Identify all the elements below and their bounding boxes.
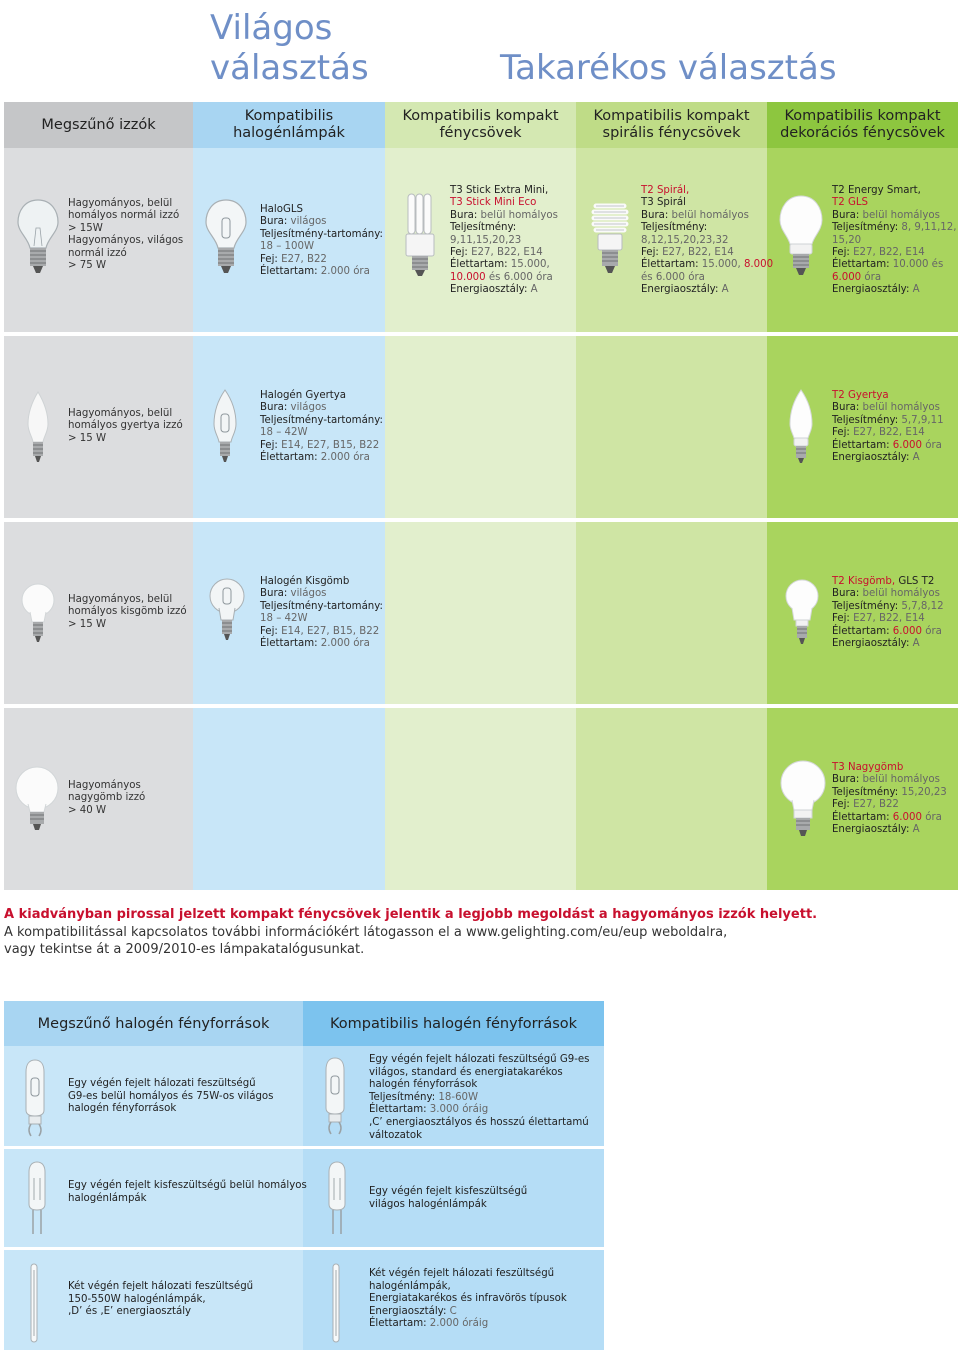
halogen-r3-right-text [369, 1268, 567, 1331]
product-name-red: T2 GLS [832, 197, 868, 209]
note-red: A kiadványban pirossal jelzett kompakt fénycsövek jelentik a legjobb megoldást a hagyományos izzók helyett. [4, 907, 818, 922]
label: Energiaosztály: [369, 1305, 447, 1317]
value-red: 6.000 [889, 439, 922, 451]
row3-c1-line: > 15 W [68, 618, 107, 630]
text-line: ‚C’ energiaosztályos és hosszú élettartamú [369, 1116, 589, 1128]
label: Fej: [260, 439, 278, 451]
row1-c1-line: Hagyományos, belül [68, 198, 173, 209]
value: 10.000 és [889, 259, 944, 271]
row1-c1-line: homályos normál izzó [68, 210, 180, 222]
label: Bura: [260, 216, 288, 228]
value-red: 10.000 [450, 271, 486, 283]
large-globe-bulb-icon [12, 766, 62, 832]
header-c5-l2: dekorációs fénycsövek [780, 125, 945, 141]
header-megszuno-halogen: Megszűnő halogén fényforrások [4, 1001, 303, 1046]
halogls-bulb-icon [204, 198, 248, 276]
value: 8,12,15,20,23,32 [641, 234, 729, 246]
value: 9,11,15,20,23 [450, 234, 522, 246]
label: Fej: [260, 253, 278, 265]
row2-c1-line: > 15 W [68, 432, 107, 444]
value-red: 8.000 [743, 259, 774, 271]
label: Élettartam: [450, 259, 508, 271]
text-line: Egy végén fejelt kisfeszültségű [369, 1186, 528, 1197]
value: 15.000, [698, 259, 744, 271]
product-name: T3 Stick Extra Mini, [450, 185, 549, 196]
value: 5,7,9,11 [898, 414, 944, 426]
label: Bura: [832, 588, 860, 600]
text-line: Egy végén fejelt kisfeszültségű belül homályos [68, 1180, 307, 1191]
value: 5,7,8,12 [898, 600, 944, 612]
value: E14, E27, B15, B22 [277, 439, 380, 451]
g9-capsule-compatible-icon [322, 1056, 348, 1138]
header-kompatibilis-halogen [193, 102, 385, 148]
candle-bulb-icon [24, 390, 52, 464]
product-name-red: T2 Spirál, [641, 185, 690, 196]
energy-smart-gls-icon [778, 194, 824, 278]
text-line: változatok [369, 1129, 423, 1141]
note-catalog: vagy tekintse át a 2009/2010-es lámpakatalógusunkat. [4, 942, 365, 957]
label: Élettartam: [832, 811, 890, 823]
product-name: HaloGLS [260, 204, 304, 215]
halogen-candle-icon [210, 388, 240, 466]
header-c3-l1: Kompatibilis kompakt [402, 108, 559, 124]
label: Teljesítmény: [832, 786, 899, 798]
text-line: Egy végén fejelt hálozati feszültségű [68, 1078, 256, 1089]
header-c3-l2: fénycsövek [439, 125, 522, 141]
text-line: Két végén fejelt hálozati feszültségű [369, 1268, 555, 1279]
halogen-r3-left-text [68, 1281, 253, 1319]
header-c5-l1: Kompatibilis kompakt [784, 108, 941, 124]
text-line: halogénlámpák, [369, 1280, 451, 1292]
label: Bura: [641, 209, 669, 221]
row-sep-3 [4, 704, 958, 708]
value: világos [287, 588, 327, 600]
linear-halogen-icon [28, 1262, 40, 1344]
label: Bura: [260, 402, 288, 414]
text-line: Két végén fejelt hálozati feszültségű [68, 1281, 254, 1292]
row3-c1-text [68, 594, 187, 631]
row2-c1-line: Hagyományos, belül [68, 408, 173, 419]
text-line: halogén fényforrások [68, 1103, 177, 1115]
cfl-large-globe-icon [778, 760, 828, 838]
title-left [210, 8, 369, 88]
title-left-line-2: választás [210, 48, 369, 88]
header-c2-l2: halogénlámpák [233, 125, 345, 141]
note-info: A kompatibilitással kapcsolatos további információkért látogasson el a www.gelighting.com/eu/eup weboldalra, [4, 925, 728, 940]
row1-c1-text [68, 198, 183, 272]
label: Teljesítmény: [641, 222, 708, 234]
label: Élettartam: [260, 452, 318, 464]
value: világos [287, 402, 327, 414]
text-line: halogénlámpák [68, 1192, 147, 1204]
label: Energiaosztály: [641, 284, 719, 296]
header-kompakt-fenycsovek [385, 102, 576, 148]
row1-c1-line: > 15W [68, 222, 103, 234]
row4-c1-line: Hagyományos [68, 780, 141, 791]
value: 2.000 óra [317, 266, 370, 278]
label: Energiaosztály: [450, 284, 528, 296]
header-c2-l1: Kompatibilis [244, 108, 334, 124]
title-left-line-1: Világos [210, 8, 333, 48]
value: világos [287, 216, 327, 228]
value: A [718, 284, 729, 296]
row2-c1-text [68, 408, 183, 445]
value: E27, B22 [277, 253, 327, 265]
label: Élettartam: [641, 259, 699, 271]
label: Bura: [832, 209, 860, 221]
g9-capsule-icon [22, 1058, 48, 1140]
label: Fej: [450, 247, 468, 259]
label: Élettartam: [832, 259, 890, 271]
label: Teljesítmény: [832, 222, 899, 234]
label: Élettartam: [832, 625, 890, 637]
row1-c1-line: normál izzó [68, 247, 127, 259]
halogen-sep-2 [4, 1247, 604, 1250]
label: Fej: [641, 247, 659, 259]
text-line: Egy végén fejelt hálozati feszültségű G9-es [369, 1054, 590, 1065]
label: Fej: [832, 613, 850, 625]
product-name-red: T3 Nagygömb [832, 762, 904, 773]
value: A [909, 452, 920, 464]
header-dekoracios-fenycsovek [767, 102, 958, 148]
value: C [446, 1305, 457, 1317]
text-line: 150-550W halogénlámpák, [68, 1293, 206, 1305]
label: Bura: [260, 588, 288, 600]
label: Teljesítmény-tartomány: [260, 414, 383, 426]
cfl-small-globe-icon [784, 578, 820, 648]
value: E27, B22, E14 [849, 613, 925, 625]
value: 3.000 óráig [426, 1104, 489, 1116]
value: óra [921, 811, 942, 823]
halogen-r1-right-text [369, 1054, 589, 1142]
header-c4-l2: spirális fénycsövek [602, 125, 741, 141]
label: Bura: [832, 774, 860, 786]
label: Energiaosztály: [832, 638, 910, 650]
value: E27, B22, E14 [849, 427, 925, 439]
row3-c1-line: Hagyományos, belül [68, 594, 173, 605]
label: Teljesítmény: [369, 1091, 436, 1103]
value: 15.000, [507, 259, 550, 271]
value: belül homályos [859, 588, 940, 600]
label: Teljesítmény-tartomány: [260, 228, 383, 240]
standard-bulb-icon [16, 198, 60, 276]
value: 2.000 óráig [426, 1318, 489, 1330]
row3-c5-text [832, 576, 944, 650]
value-red: 6.000 [889, 811, 922, 823]
value: óra [921, 439, 942, 451]
row1-c5-text [832, 185, 957, 297]
row3-c1-line: homályos kisgömb izzó [68, 606, 187, 618]
row-sep-2 [4, 518, 958, 522]
value-red: 6.000 [889, 625, 922, 637]
header-c4-l1: Kompatibilis kompakt [593, 108, 750, 124]
label: Élettartam: [369, 1318, 427, 1330]
text-line: világos halogénlámpák [369, 1198, 487, 1210]
value: E27, B22, E14 [658, 247, 734, 259]
label: Fej: [260, 625, 278, 637]
label: Energiaosztály: [832, 824, 910, 836]
halogen-sep-1 [4, 1146, 604, 1149]
value: A [909, 824, 920, 836]
label: Élettartam: [832, 439, 890, 451]
value: óra [861, 271, 882, 283]
value: és 6.000 óra [485, 271, 553, 283]
halogen-r2-right-text [369, 1186, 527, 1211]
low-voltage-capsule-compatible-icon [326, 1160, 348, 1236]
linear-halogen-compatible-icon [330, 1262, 342, 1344]
value-red: 6.000 [832, 271, 862, 283]
halogen-small-globe-icon [208, 576, 246, 646]
value: 18-60W [435, 1091, 479, 1103]
value: A [527, 284, 538, 296]
value: A [909, 638, 920, 650]
value: 2.000 óra [317, 638, 370, 650]
value: belül homályos [859, 209, 940, 221]
product-name: GLS T2 [895, 576, 935, 587]
row1-c2-text [260, 204, 383, 278]
row4-c1-line: nagygömb izzó [68, 792, 146, 804]
product-name-red: T3 Stick Mini Eco [450, 197, 537, 209]
value: óra [921, 625, 942, 637]
small-globe-bulb-icon [20, 582, 56, 646]
text-line: G9-es belül homályos és 75W-os világos [68, 1090, 274, 1102]
row3-c2-text [260, 576, 383, 650]
label: Bura: [832, 402, 860, 414]
value: E27, B22, E14 [849, 247, 925, 259]
label: Teljesítmény: [832, 414, 899, 426]
value: A [909, 284, 920, 296]
product-name-red: T2 Gyertya [832, 390, 889, 401]
value: 18 – 42W [260, 613, 308, 625]
row1-c1-line: Hagyományos, világos [68, 235, 184, 247]
product-name: T2 Energy Smart, [832, 185, 921, 196]
value: 18 – 42W [260, 427, 308, 439]
label: Fej: [832, 247, 850, 259]
value: E27, B22 [849, 799, 899, 811]
text-line: világos, standard és energiatakarékos [369, 1066, 563, 1078]
row4-c1-text [68, 780, 145, 817]
product-name-red: T2 Kisgömb, [832, 576, 896, 587]
product-name: Halogén Gyertya [260, 390, 347, 401]
row2-c5-text [832, 390, 944, 464]
text-line: halogén fényforrások [369, 1079, 478, 1091]
row-sep-1 [4, 332, 958, 336]
row4-c1-line: > 40 W [68, 804, 107, 816]
stick-cfl-icon [400, 192, 440, 278]
label: Teljesítmény-tartomány: [260, 600, 383, 612]
value: E27, B22, E14 [467, 247, 543, 259]
label: Fej: [832, 799, 850, 811]
row1-c4-text [641, 185, 773, 297]
label: Bura: [450, 209, 478, 221]
value: 2.000 óra [317, 452, 370, 464]
label: Energiaosztály: [832, 284, 910, 296]
label: Teljesítmény: [450, 222, 517, 234]
product-name: Halogén Kisgömb [260, 576, 350, 587]
halogen-r1-left-text [68, 1078, 273, 1116]
label: Élettartam: [260, 266, 318, 278]
value: belül homályos [477, 209, 558, 221]
product-name: T3 Spirál [641, 197, 686, 209]
value: E14, E27, B15, B22 [277, 625, 380, 637]
header-megszuno-izzok: Megszűnő izzók [4, 102, 193, 148]
halogen-r2-left-text [68, 1180, 307, 1205]
header-kompatibilis-halogen-ff: Kompatibilis halogén fényforrások [303, 1001, 604, 1046]
value: 8, 9,11,12, [898, 222, 957, 234]
row2-c1-line: homályos gyertya izzó [68, 420, 183, 432]
value: 15,20,23 [898, 786, 947, 798]
value: és 6.000 óra [641, 271, 705, 283]
row2-c2-text [260, 390, 383, 464]
value: belül homályos [668, 209, 749, 221]
row4-c5-text [832, 762, 947, 836]
label: Energiaosztály: [832, 452, 910, 464]
title-right: Takarékos választás [500, 48, 837, 88]
label: Élettartam: [260, 638, 318, 650]
value: 15,20 [832, 234, 862, 246]
value: belül homályos [859, 774, 940, 786]
row1-c3-text [450, 185, 558, 297]
header-spiralis-fenycsovek [576, 102, 767, 148]
row1-c1-line: > 75 W [68, 260, 107, 272]
value: 18 – 100W [260, 241, 315, 253]
text-line: Energiatakarékos és infravörös típusok [369, 1293, 567, 1305]
cfl-candle-icon [786, 388, 816, 466]
label: Élettartam: [369, 1104, 427, 1116]
spiral-cfl-icon [588, 200, 632, 278]
text-line: ‚D’ és ‚E’ energiaosztály [68, 1306, 192, 1318]
label: Teljesítmény: [832, 600, 899, 612]
low-voltage-capsule-icon [26, 1160, 48, 1236]
value: belül homályos [859, 402, 940, 414]
label: Fej: [832, 427, 850, 439]
